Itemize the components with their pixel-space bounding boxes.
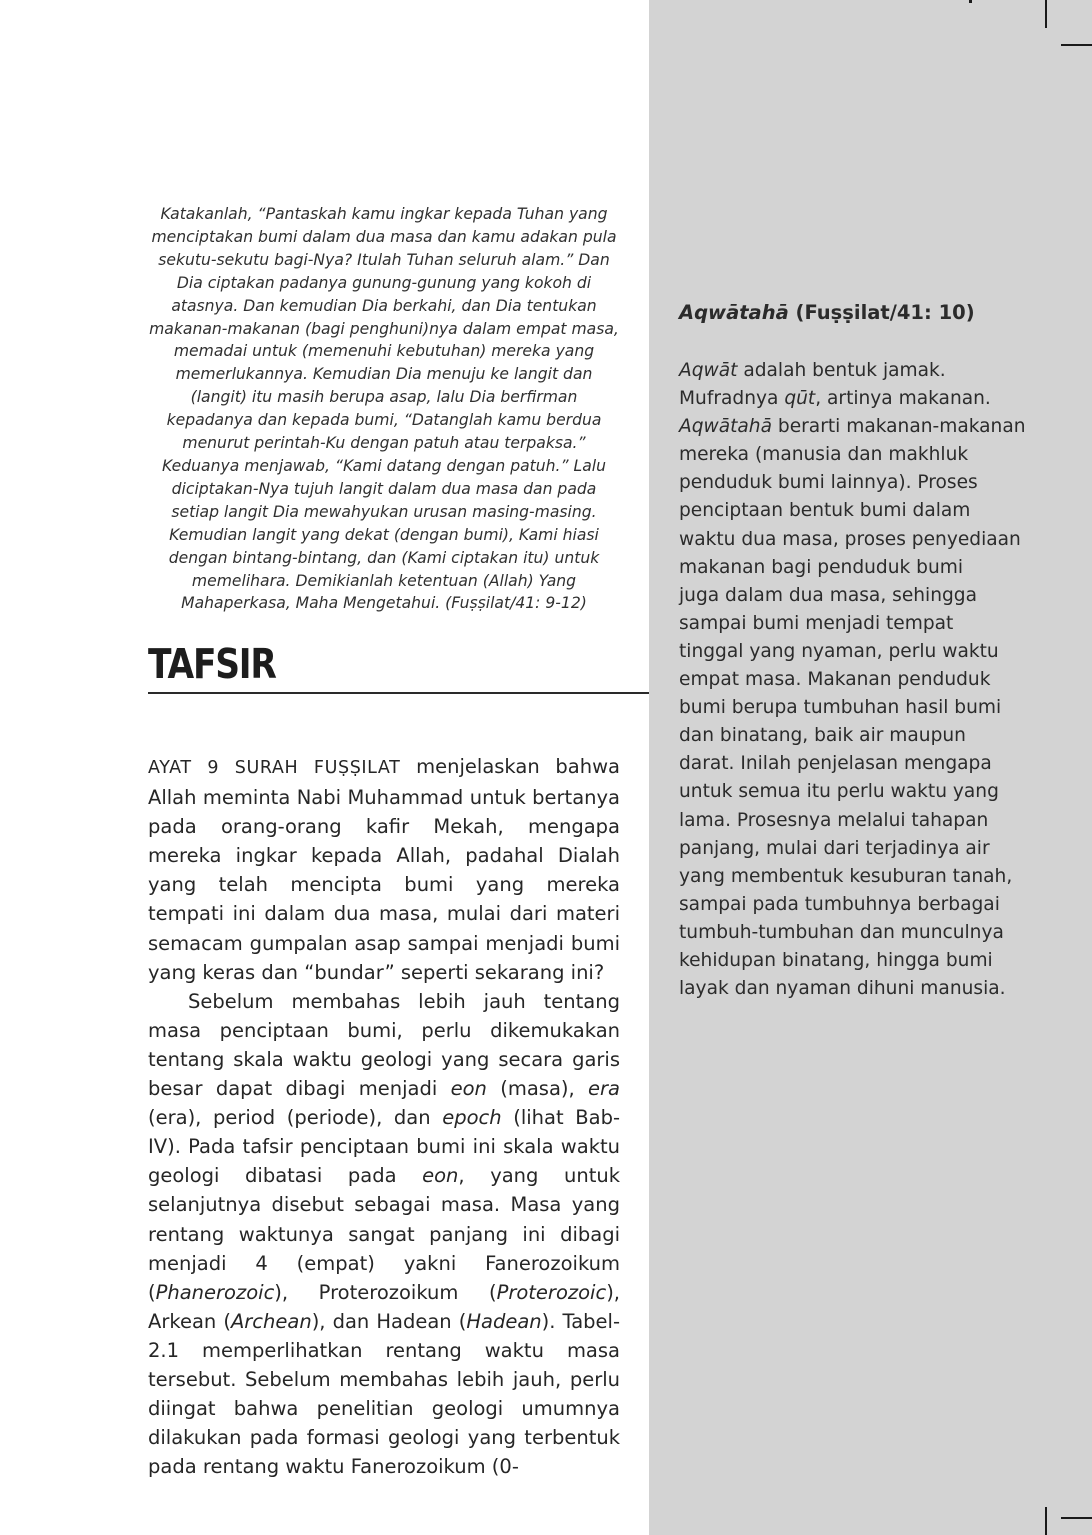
glossary-term-word: Aqwātahā (679, 301, 789, 324)
tafsir-body (148, 752, 620, 1481)
glossary-line: bumi berupa tumbuhan hasil bumi (679, 697, 1002, 719)
term-epoch: epoch (442, 1106, 502, 1130)
glossary-line: kehidupan binatang, hingga bumi (679, 949, 993, 971)
paragraph-1-text: menjelaskan bahwa Allah meminta Nabi Muhammad untuk bertanya pada orang-orang kafir Mekah, mengapa mereka ingkar kepada Allah, padahal Dialah yang telah mencipta bumi yang mereka tempati ini dalam dua masa, mulai dari materi semacam gumpalan asap sampai menjadi bumi yang keras dan “bundar” seperti sekarang ini? (148, 755, 620, 984)
text-run: (era), period (periode), dan (148, 1106, 443, 1130)
text-run: berarti makanan-makanan (772, 416, 1026, 438)
term-archean: Archean (230, 1309, 312, 1333)
term-phanerozoic: Phanerozoic (155, 1280, 275, 1304)
term-proterozoic: Proterozoic (496, 1280, 607, 1304)
crop-mark-top (1045, 0, 1047, 28)
heading-underline (148, 692, 649, 694)
glossary-line: waktu dua masa, proses penyediaan (679, 528, 1021, 550)
text-run: ), Proterozoikum ( (274, 1280, 497, 1304)
glossary-line: untuk semua itu perlu waktu yang (679, 781, 999, 803)
glossary-line: tumbuh-tumbuhan dan munculnya (679, 921, 1004, 943)
term-eon: eon (422, 1164, 459, 1188)
glossary-line: empat masa. Makanan penduduk (679, 669, 991, 691)
section-heading: TAFSIR (148, 640, 276, 688)
glossary-line: sampai pada tumbuhnya berbagai (679, 893, 1000, 915)
crop-mark-top-right (1061, 44, 1092, 46)
crop-mark-bottom (1045, 1507, 1047, 1535)
glossary-line: makanan bagi penduduk bumi (679, 556, 964, 578)
term-eon: eon (450, 1077, 487, 1101)
quran-translation-quote (148, 203, 620, 615)
glossary-word-qut: qūt (784, 388, 816, 410)
text-run: (masa), (486, 1077, 589, 1101)
crop-mark-bottom-right (1061, 1517, 1092, 1519)
glossary-line: mereka (manusia dan makhluk (679, 444, 969, 466)
text-run: Mufradnya (679, 388, 785, 410)
glossary-line: darat. Inilah penjelasan mengapa (679, 753, 992, 775)
text-run: (lihat Bab-IV). Pada tafsir penciptaan bumi ini skala waktu geologi dibatasi pada (148, 1106, 620, 1188)
glossary-line: tinggal yang nyaman, perlu waktu (679, 640, 999, 662)
text-run: , yang untuk selanjutnya disebut sebagai masa. Masa yang rentang waktunya sangat panjang ini dibagi menjadi 4 (empat) yakni Fanerozoikum ( (148, 1164, 621, 1304)
glossary-line: penduduk bumi lainnya). Proses (679, 472, 978, 494)
text-run: Sebelum membahas lebih jauh tentang masa penciptaan bumi, perlu dikemukakan tentang skala waktu geologi yang secara garis besar dapat dibagi menjadi (148, 989, 620, 1101)
glossary-line (679, 357, 1019, 385)
glossary-line: lama. Prosesnya melalui tahapan (679, 809, 989, 831)
glossary-word-aqwataha: Aqwātahā (679, 416, 772, 438)
glossary-line: juga dalam dua masa, sehingga (679, 584, 977, 606)
crop-mark-dot (969, 0, 972, 3)
glossary-explanation (679, 357, 1026, 1003)
text-run: ), Arkean ( (148, 1280, 620, 1333)
glossary-line (679, 413, 1026, 441)
paragraph-2 (148, 987, 620, 1482)
text-run: ), dan Hadean ( (311, 1309, 467, 1333)
glossary-word-aqwat: Aqwāt (679, 360, 738, 381)
glossary-term-reference: (Fuṣṣilat/41: 10) (788, 301, 975, 324)
text-run: adalah bentuk jamak. (737, 360, 946, 381)
term-hadean: Hadean (466, 1309, 542, 1333)
glossary-line: penciptaan bentuk bumi dalam (679, 500, 971, 522)
glossary-line (679, 385, 1019, 413)
text-run: , artinya makanan. (815, 388, 991, 410)
glossary-line: layak dan nyaman dihuni manusia. (679, 978, 1006, 1000)
quote-text: Katakanlah, “Pantaskah kamu ingkar kepada Tuhan yang menciptakan bumi dalam dua masa dan kamu adakan pula sekutu-sekutu bagi-Nya? Itulah Tuhan seluruh alam.” Dan Dia ciptakan padanya gunung-gunung yang kokoh di atasnya. Dan kemudian Dia berkahi, dan Dia tentukan makanan-makanan (bagi penghuni)nya dalam empat masa, memadai untuk (memenuhi kebutuhan) mereka yang memerlukannya. Kemudian Dia menuju ke langit dan (langit) itu masih berupa asap, lalu Dia berfirman kepadanya dan kepada bumi, “Datanglah kamu berdua menurut perintah-Ku dengan patuh atau terpaksa.” Keduanya menjawab, “Kami datang dengan patuh.” Lalu diciptakan-Nya tujuh langit dalam dua masa dan pada setiap langit Dia mewahyukan urusan masing-masing. Kemudian langit yang dekat (dengan bumi), Kami hiasi dengan bintang-bintang, dan (Kami ciptakan itu) untuk memelihara. Demikianlah ketentuan (Allah) Yang Mahaperkasa, Maha Mengetahui. (Fuṣṣilat/41: 9-12) (149, 205, 619, 613)
text-run: ). Tabel-2.1 memperlihatkan rentang waktu masa tersebut. Sebelum membahas lebih jauh, perlu diingat bahwa penelitian geologi umumnya dilakukan pada formasi geologi yang terbentuk pada rentang waktu Fanerozoikum (0- (148, 1309, 620, 1479)
paragraph-lead-caps: AYAT 9 SURAH FUṢṢILAT (148, 758, 401, 778)
term-era: era (588, 1077, 620, 1101)
paragraph-1 (148, 752, 620, 987)
glossary-term-title (679, 298, 975, 328)
glossary-line: sampai bumi menjadi tempat (679, 612, 954, 634)
glossary-line: panjang, mulai dari terjadinya air (679, 837, 990, 859)
glossary-line: dan binatang, baik air maupun (679, 725, 966, 747)
glossary-line: yang membentuk kesuburan tanah, (679, 865, 1013, 887)
